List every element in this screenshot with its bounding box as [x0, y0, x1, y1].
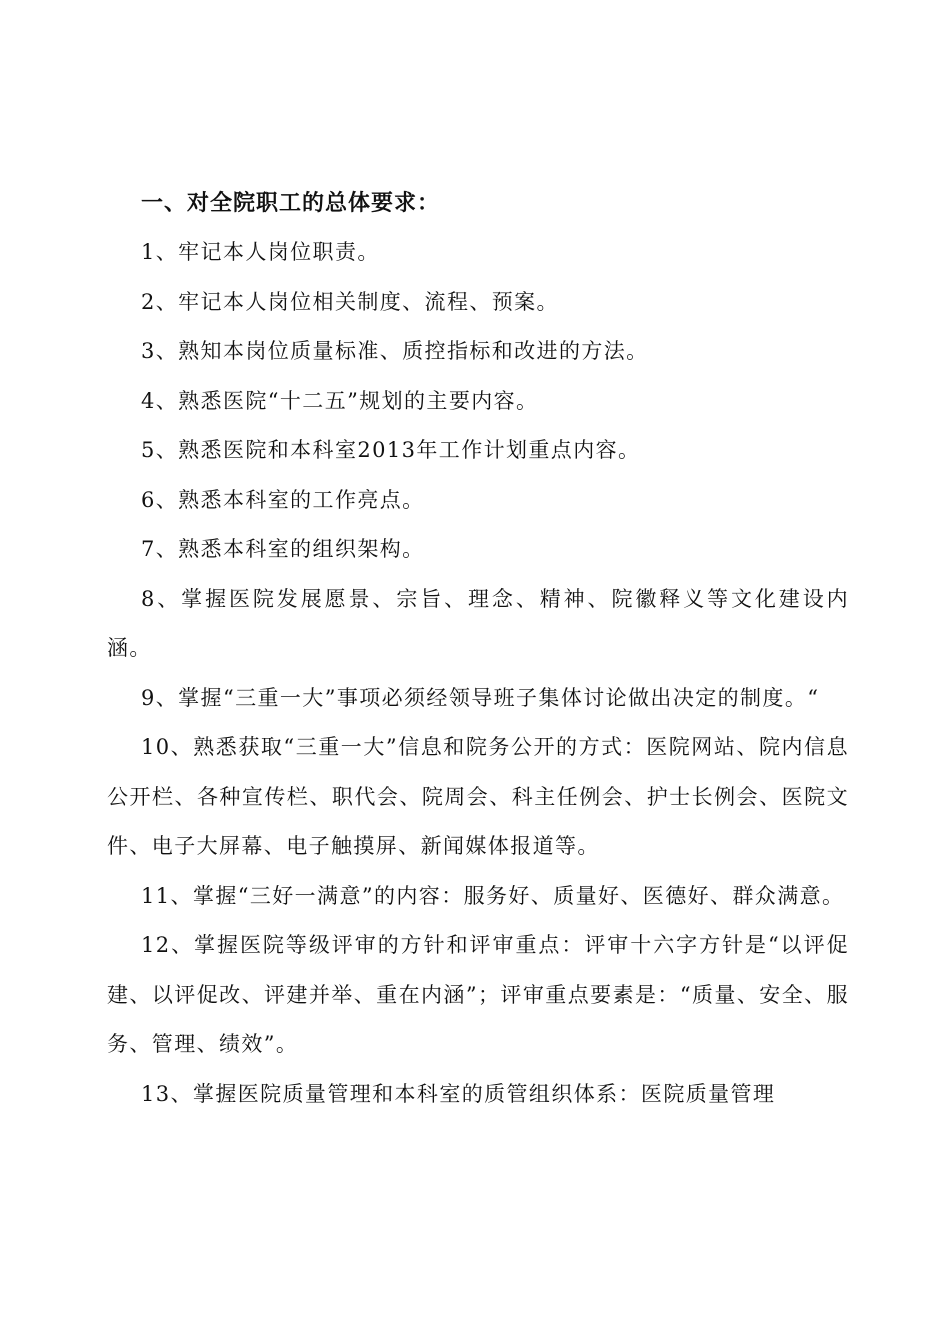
- requirement-item-5: 5、熟悉医院和本科室2013年工作计划重点内容。: [141, 438, 641, 462]
- requirement-item-13: 13、掌握医院质量管理和本科室的质管组织体系：医院质量管理: [141, 1081, 776, 1106]
- requirement-item-1: 1、牢记本人岗位职责。: [141, 240, 380, 264]
- requirement-item-10: 10、熟悉获取“三重一大”信息和院务公开的方式：医院网站、院内信息公开栏、各种宣传栏、职代会、院周会、科主任例会、护士长例会、医院文件、电子大屏幕、电子触摸屏、新闻媒体报道等。: [107, 735, 849, 858]
- section-heading: 一、对全院职工的总体要求：: [141, 190, 441, 216]
- requirement-item-12: 12、掌握医院等级评审的方针和评审重点：评审十六字方针是“以评促建、以评促改、评建并举、重在内涵”；评审重点要素是：“质量、安全、服务、管理、绩效”。: [107, 933, 849, 1056]
- requirement-item-3: 3、熟知本岗位质量标准、质控指标和改进的方法。: [141, 339, 649, 363]
- requirement-item-4: 4、熟悉医院“十二五”规划的主要内容。: [141, 388, 539, 413]
- requirement-item-6: 6、熟悉本科室的工作亮点。: [141, 487, 425, 512]
- requirement-item-8: 8、掌握医院发展愿景、宗旨、理念、精神、院徽释义等文化建设内涵。: [107, 586, 849, 660]
- requirement-item-2: 2、牢记本人岗位相关制度、流程、预案。: [141, 289, 559, 314]
- requirement-item-9: 9、掌握“三重一大”事项必须经领导班子集体讨论做出决定的制度。“: [141, 685, 820, 710]
- requirement-item-11: 11、掌握“三好一满意”的内容：服务好、质量好、医德好、群众满意。: [141, 883, 845, 908]
- document-body: [107, 178, 849, 1119]
- requirement-item-7: 7、熟悉本科室的组织架构。: [141, 537, 425, 561]
